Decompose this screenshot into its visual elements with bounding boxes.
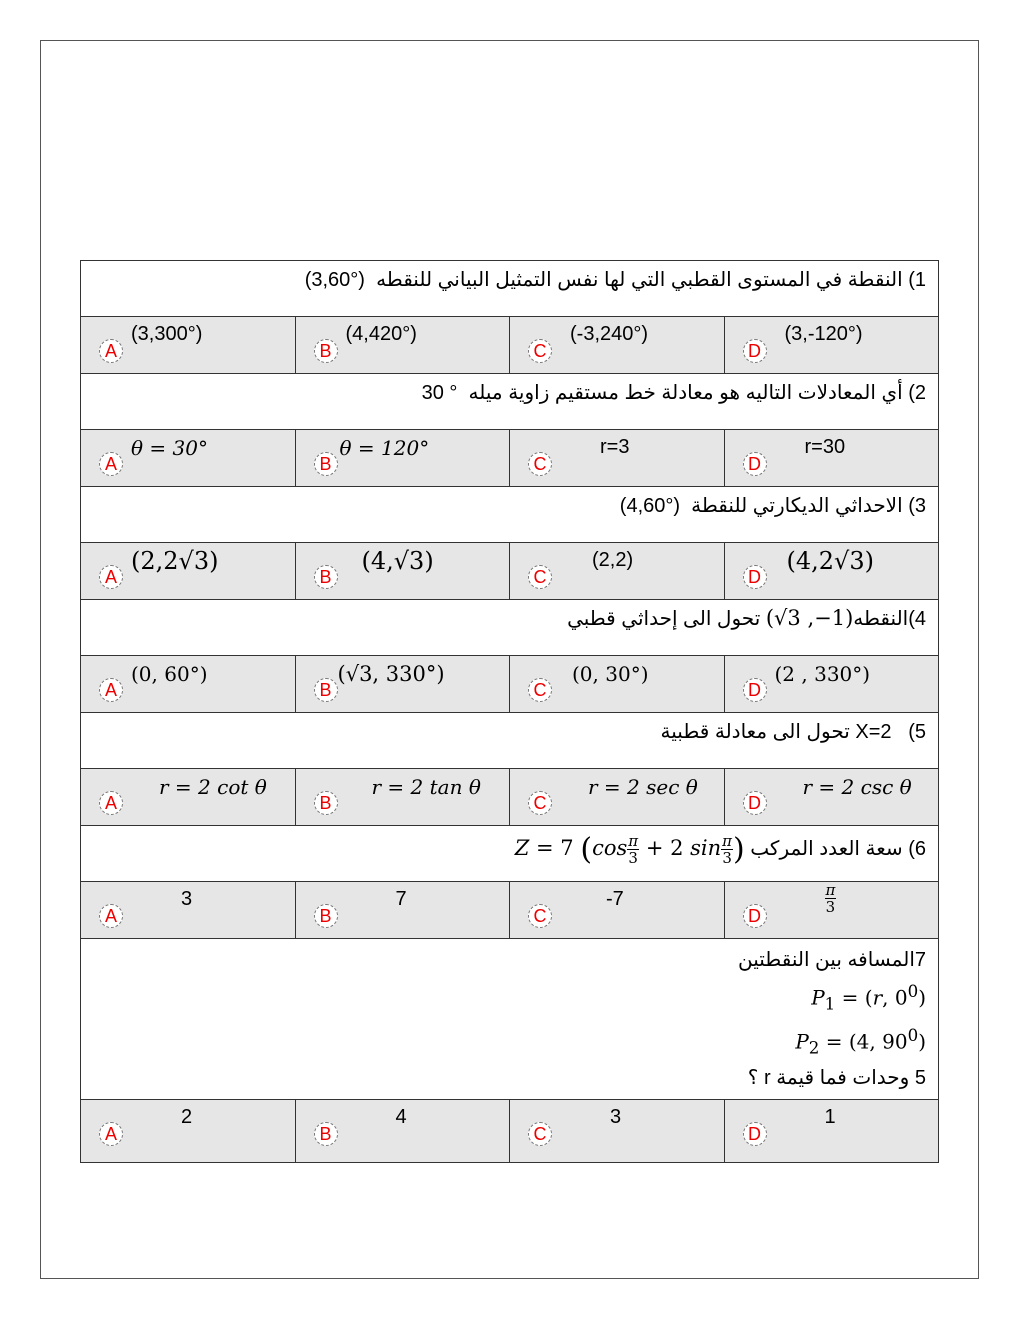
option-value: (0, 60°) (131, 662, 208, 686)
options-row-7 (80, 1099, 939, 1163)
option-a[interactable] (81, 430, 295, 486)
option-letter: D (743, 1122, 767, 1146)
question-text: ) أي المعادلات التاليه هو معادلة خط مستقيم زاوية ميله (468, 382, 915, 404)
option-letter: D (743, 452, 767, 476)
question-text: ) الاحداثي الديكارتي للنقطة (691, 495, 915, 517)
option-value: (2 , 330°) (774, 662, 871, 686)
question-3 (80, 486, 939, 542)
option-value: (2,2√3) (131, 547, 219, 575)
option-value: (3,-120°) (784, 323, 863, 345)
option-letter: A (99, 565, 123, 589)
option-b[interactable] (295, 317, 510, 373)
option-value: r = 2 cot θ (159, 775, 267, 799)
option-b[interactable] (295, 543, 510, 599)
options-row-2 (80, 429, 939, 486)
option-value: r=3 (600, 436, 630, 458)
question-point: (√3 ,−1) (765, 606, 854, 630)
option-d[interactable] (724, 882, 939, 938)
option-letter: C (528, 565, 552, 589)
option-d[interactable] (724, 1100, 939, 1162)
question-5 (80, 712, 939, 768)
option-letter: D (743, 904, 767, 928)
question-text: ) سعة العدد المركب (750, 838, 915, 860)
option-b[interactable] (295, 430, 510, 486)
option-c[interactable] (509, 317, 724, 373)
option-value: (3,300°) (131, 323, 203, 345)
option-letter: C (528, 1122, 552, 1146)
option-value: $\frac{\pi}{3}$ (825, 881, 836, 916)
question-number: 7 (914, 949, 926, 971)
complex-number: Z = 7 (cos $\frac{\pi}{3}$ + 2 sin $\frac{\pi}{3}$ ) (514, 832, 745, 867)
question-number: 4 (914, 608, 926, 630)
option-value: 1 (824, 1106, 836, 1128)
question-text: ) النقطة في المستوى القطبي التي لها نفس التمثيل البياني للنقطه (376, 269, 915, 291)
question-point: (3,60°) (304, 269, 365, 291)
question-text: المسافه بين النقطتين (738, 949, 915, 971)
option-a[interactable] (81, 1100, 295, 1162)
option-letter: A (99, 904, 123, 928)
option-c[interactable] (509, 769, 724, 825)
option-d[interactable] (724, 769, 939, 825)
options-row-5 (80, 768, 939, 825)
question-angle: 30 ° (421, 382, 458, 404)
question-text-line4: 5 وحدات فما قيمة r ؟ (747, 1067, 926, 1090)
option-c[interactable] (509, 656, 724, 712)
question-text: ) (908, 721, 915, 743)
option-d[interactable] (724, 317, 939, 373)
question-text: )النقطه (853, 608, 915, 630)
option-value: -7 (606, 888, 624, 910)
option-value: θ = 30° (131, 436, 208, 460)
option-letter: B (314, 678, 338, 702)
option-value: 3 (610, 1106, 622, 1128)
option-a[interactable] (81, 317, 295, 373)
option-letter: B (314, 904, 338, 928)
options-row-3 (80, 542, 939, 599)
option-value: (0, 30°) (572, 662, 649, 686)
option-a[interactable] (81, 882, 295, 938)
question-number: 5 (914, 721, 926, 743)
question-point: (4,60°) (619, 495, 681, 517)
question-number: 1 (914, 269, 926, 291)
option-letter: B (314, 452, 338, 476)
option-letter: D (743, 678, 767, 702)
options-row-4 (80, 655, 939, 712)
option-value: r=30 (804, 436, 846, 458)
question-1 (80, 260, 939, 316)
option-value: r = 2 csc θ (802, 775, 912, 799)
option-value: r = 2 sec θ (588, 775, 698, 799)
option-letter: C (528, 791, 552, 815)
option-a[interactable] (81, 543, 295, 599)
option-letter: A (99, 339, 123, 363)
option-b[interactable] (295, 1100, 510, 1162)
question-6 (80, 825, 939, 881)
option-b[interactable] (295, 769, 510, 825)
question-4 (80, 599, 939, 655)
quiz-table (80, 260, 939, 1163)
option-letter: B (314, 339, 338, 363)
option-letter: B (314, 1122, 338, 1146)
option-d[interactable] (724, 543, 939, 599)
option-letter: C (528, 904, 552, 928)
option-letter: C (528, 339, 552, 363)
option-value: (2,2) (592, 549, 634, 571)
option-value: 3 (181, 888, 193, 910)
option-value: (-3,240°) (570, 323, 649, 345)
option-letter: A (99, 791, 123, 815)
option-value: 4 (395, 1106, 407, 1128)
option-value: (√3, 330°) (337, 662, 445, 686)
option-letter: C (528, 452, 552, 476)
question-number: 2 (914, 382, 926, 404)
option-value: (4,420°) (345, 323, 417, 345)
point-p1: $P_1 = (r$, $0^0$) (811, 982, 926, 1014)
option-c[interactable] (509, 543, 724, 599)
option-value: θ = 120° (339, 436, 430, 460)
question-7 (80, 938, 939, 1099)
option-d[interactable] (724, 430, 939, 486)
option-value: (4,√3) (361, 547, 434, 575)
option-letter: A (99, 1122, 123, 1146)
option-c[interactable] (509, 1100, 724, 1162)
question-number: 3 (914, 495, 926, 517)
question-2 (80, 373, 939, 429)
option-b[interactable] (295, 882, 510, 938)
option-value: r = 2 tan θ (371, 775, 481, 799)
option-a[interactable] (81, 769, 295, 825)
option-letter: A (99, 678, 123, 702)
option-value: 2 (181, 1106, 193, 1128)
question-number: 6 (914, 838, 926, 860)
option-c[interactable] (509, 430, 724, 486)
option-a[interactable] (81, 656, 295, 712)
option-b[interactable] (295, 656, 510, 712)
option-d[interactable] (724, 656, 939, 712)
option-letter: C (528, 678, 552, 702)
option-letter: D (743, 339, 767, 363)
option-letter: B (314, 791, 338, 815)
option-letter: B (314, 565, 338, 589)
question-equation: X=2 (855, 721, 892, 743)
option-letter: A (99, 452, 123, 476)
option-letter: D (743, 565, 767, 589)
options-row-1 (80, 316, 939, 373)
option-c[interactable] (509, 882, 724, 938)
question-text-after: تحول الى معادلة قطبية (660, 721, 850, 743)
point-p2: $P_2 = (4$, $90^0$) (795, 1025, 926, 1058)
option-value: 7 (395, 888, 407, 910)
question-text-after: تحول الى إحداثي قطبي (567, 608, 761, 630)
options-row-6 (80, 881, 939, 938)
option-letter: D (743, 791, 767, 815)
option-value: (4,2√3) (786, 547, 874, 575)
